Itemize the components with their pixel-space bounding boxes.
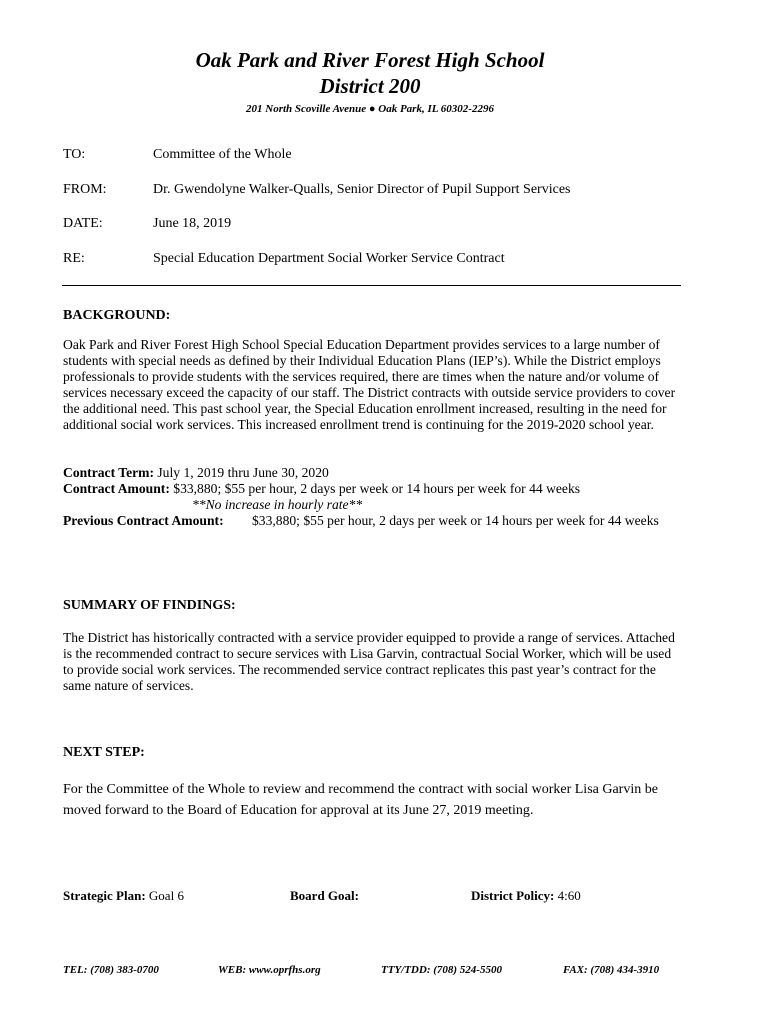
header-divider (62, 285, 681, 286)
contract-term-label: Contract Term: (63, 465, 154, 480)
school-address: 201 North Scoville Avenue ● Oak Park, IL 60302-2296 (246, 103, 494, 115)
district-name: District 200 (319, 74, 421, 98)
footer-tty: TTY/TDD: (708) 524-5500 (381, 964, 502, 976)
previous-contract-label: Previous Contract Amount: (63, 513, 224, 528)
memo-date-label: DATE: (63, 216, 103, 231)
strategic-plan (63, 888, 184, 904)
school-name: Oak Park and River Forest High School (195, 48, 545, 72)
previous-contract-value: $33,880; $55 per hour, 2 days per week or 14 hours per week for 44 weeks (252, 513, 659, 528)
summary-paragraph: The District has historically contracted with a service provider equipped to provide a range of services. Attached is the recommended contract to secure services with Lisa Garvin, contractual Social Worker, which will be used to provide social work services. The recommended service contract replicates this past year’s contract for the same nature of services. (63, 630, 675, 693)
board-goal-label: Board Goal: (290, 888, 359, 903)
contract-term (63, 465, 329, 481)
contract-amount-note: **No increase in hourly rate** (192, 497, 363, 512)
memo-to-value: Committee of the Whole (153, 147, 292, 162)
contract-amount-label: Contract Amount: (63, 481, 170, 496)
background-heading: BACKGROUND: (63, 308, 171, 323)
memo-from-label: FROM: (63, 182, 107, 197)
memo-re-value: Special Education Department Social Worker Service Contract (153, 251, 505, 266)
district-policy (471, 888, 581, 904)
contract-amount (63, 481, 580, 497)
district-policy-value: 4:60 (557, 888, 581, 903)
next-step-paragraph: For the Committee of the Whole to review and recommend the contract with social worker Lisa Garvin be moved forward to the Board of Education for approval at its June 27, 2019 meeting. (63, 782, 658, 818)
memo-date-value: June 18, 2019 (153, 216, 232, 231)
contract-term-value: July 1, 2019 thru June 30, 2020 (157, 465, 329, 480)
contract-amount-value: $33,880; $55 per hour, 2 days per week or 14 hours per week for 44 weeks (173, 481, 581, 496)
memo-re-label: RE: (63, 251, 85, 266)
footer-web: WEB: www.oprfhs.org (218, 964, 321, 976)
background-paragraph: Oak Park and River Forest High School Special Education Department provides services to a large number of students with special needs as defined by their Individual Education Plans (IEP’s). While the District employs professionals to provide students with the services required, there are times when the nature and/or volume of services necessary exceed the capacity of our staff. The District contracts with outside service providers to cover the additional need. This past school year, the Special Education enrollment increased, resulting in the need for additional social work services. This increased enrollment trend is continuing for the 2019-2020 school year. (63, 337, 676, 432)
strategic-plan-label: Strategic Plan: (63, 888, 146, 903)
footer-fax: FAX: (708) 434-3910 (563, 964, 660, 976)
strategic-plan-value: Goal 6 (148, 888, 184, 903)
summary-heading: SUMMARY OF FINDINGS: (63, 598, 236, 613)
footer-tel: TEL: (708) 383-0700 (63, 964, 159, 976)
district-policy-label: District Policy: (471, 888, 555, 903)
memo-from-value: Dr. Gwendolyne Walker-Qualls, Senior Director of Pupil Support Services (153, 182, 571, 197)
memo-to-label: TO: (63, 147, 86, 162)
next-step-heading: NEXT STEP: (63, 745, 145, 760)
